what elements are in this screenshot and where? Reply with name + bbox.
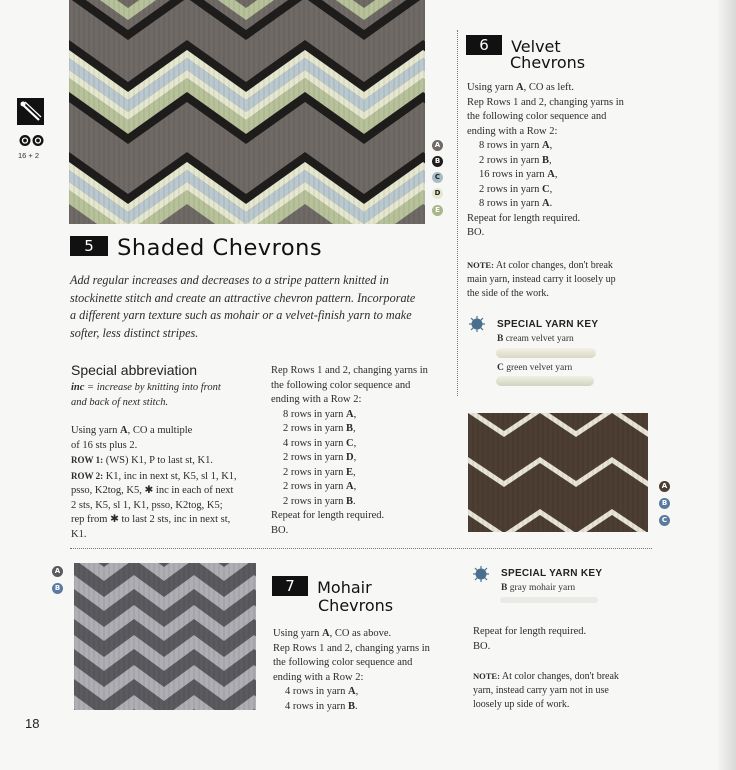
text: the following color sequence and bbox=[271, 379, 411, 391]
yarn: C bbox=[542, 183, 550, 195]
section7-title-2: Chevrons bbox=[318, 596, 394, 615]
text: , CO as above. bbox=[329, 628, 392, 639]
text: Rep Rows 1 and 2, changing yarns in bbox=[271, 365, 428, 376]
rows: 8 rows in yarn bbox=[479, 198, 542, 209]
section5-instructions bbox=[71, 424, 237, 542]
rows: 16 rows in yarn bbox=[479, 169, 548, 180]
yarn: A bbox=[547, 169, 555, 180]
note-label: NOTE: bbox=[467, 260, 494, 270]
section7-heading bbox=[272, 576, 372, 597]
section6-instructions bbox=[467, 81, 624, 241]
rows: 4 rows in yarn bbox=[285, 700, 348, 712]
yarn: E bbox=[346, 466, 354, 478]
mohair-chevrons-swatch bbox=[74, 563, 256, 710]
bind-off-text: BO. bbox=[473, 640, 491, 652]
text: , CO as left. bbox=[523, 82, 575, 93]
yarn-badge-a: A bbox=[52, 566, 63, 577]
bind-off-text: BO. bbox=[271, 524, 289, 536]
yarn-letter: B bbox=[501, 583, 508, 593]
yarn-badge-c: C bbox=[659, 515, 670, 526]
repeat-text: Repeat for length required. bbox=[271, 510, 385, 521]
note-text: the side of the work. bbox=[467, 288, 549, 299]
note-label: NOTE: bbox=[473, 671, 500, 681]
sequence-item: 4 rows in yarn B. bbox=[285, 700, 358, 712]
yarn-name: green velvet yarn bbox=[503, 363, 573, 373]
row-text: (WS) K1, P to last st, K1. bbox=[103, 455, 213, 466]
row-label: ROW 1: bbox=[71, 455, 104, 465]
sequence-item: 2 rows in yarn E, bbox=[283, 466, 356, 478]
rows: 4 rows in yarn bbox=[283, 437, 346, 449]
page-number: 18 bbox=[25, 716, 40, 731]
gray-mohair-yarn-sample bbox=[500, 597, 598, 603]
yarn-badge-e: E bbox=[432, 205, 443, 216]
abbrev-term: inc bbox=[71, 382, 85, 393]
rows: 8 rows in yarn bbox=[479, 140, 542, 151]
sequence-item: 4 rows in yarn C, bbox=[283, 437, 357, 449]
text: ending with a Row 2: bbox=[271, 394, 362, 405]
yarn-badge-d: D bbox=[432, 188, 443, 199]
sequence-item: 16 rows in yarn A, bbox=[479, 169, 558, 180]
yarn-key-item bbox=[497, 334, 574, 344]
section6-title-2: Chevrons bbox=[510, 53, 586, 72]
yarn: A bbox=[542, 140, 550, 151]
section6-yarn-key-title: SPECIAL YARN KEY bbox=[497, 319, 599, 330]
section5-intro bbox=[70, 272, 415, 342]
shaded-chevrons-swatch bbox=[69, 0, 425, 224]
yarn: A bbox=[348, 686, 356, 697]
intro-line: stockinette stitch and create an attractive chevron pattern. Incorporate bbox=[70, 290, 416, 305]
yarn-badge-c: C bbox=[432, 172, 443, 183]
yarn-key-item bbox=[497, 363, 572, 373]
text: Using yarn bbox=[71, 425, 120, 436]
note-text: loosely up side of work. bbox=[473, 699, 570, 710]
note-text: main yarn, instead carry it loosely up bbox=[467, 274, 616, 285]
column-divider bbox=[457, 30, 458, 396]
velvet-chevrons-swatch bbox=[468, 413, 648, 532]
yarn: B bbox=[348, 700, 356, 712]
rows: 2 rows in yarn bbox=[283, 423, 346, 434]
rows: 2 rows in yarn bbox=[283, 481, 346, 492]
section6-number: 6 bbox=[466, 35, 502, 55]
stitch-count: 16 + 2 bbox=[18, 151, 40, 160]
abbrev-def: = increase by knitting into front bbox=[84, 382, 221, 393]
section5-title: Shaded Chevrons bbox=[117, 235, 323, 261]
note-text: At color changes, don't break bbox=[493, 260, 613, 271]
rows: 2 rows in yarn bbox=[283, 452, 346, 463]
yarn: A bbox=[346, 408, 354, 420]
rows: 2 rows in yarn bbox=[283, 495, 346, 507]
section6-note bbox=[467, 258, 616, 301]
text: Using yarn bbox=[467, 82, 516, 93]
cream-velvet-yarn-sample bbox=[496, 348, 596, 358]
text: Rep Rows 1 and 2, changing yarns in bbox=[467, 96, 624, 108]
section6-title-1: Velvet bbox=[511, 37, 561, 56]
section7-instructions bbox=[273, 627, 430, 714]
yarn-key-item bbox=[501, 583, 575, 593]
repeat-text: Repeat for length required. bbox=[473, 626, 587, 637]
text: ending with a Row 2: bbox=[467, 125, 558, 137]
sequence-item: 8 rows in yarn A. bbox=[479, 198, 553, 209]
sequence-item: 8 rows in yarn A, bbox=[283, 408, 357, 420]
text: the following color sequence and bbox=[467, 111, 607, 122]
section5-number: 5 bbox=[70, 236, 108, 256]
rows: 2 rows in yarn bbox=[479, 154, 542, 166]
rows: 4 rows in yarn bbox=[285, 686, 348, 697]
yarn: A bbox=[542, 198, 550, 209]
sequence-item: 2 rows in yarn A, bbox=[283, 481, 357, 492]
special-abbreviation-heading: Special abbreviation bbox=[71, 362, 198, 378]
text: , CO a multiple bbox=[127, 425, 193, 436]
text: ending with a Row 2: bbox=[273, 671, 364, 683]
needles-icon bbox=[17, 98, 44, 125]
yarn-badge-b: B bbox=[52, 583, 63, 594]
yarn: D bbox=[346, 452, 354, 463]
repeat-text: Repeat for length required. bbox=[467, 212, 581, 224]
yarn-name: gray mohair yarn bbox=[507, 583, 576, 593]
rows: 8 rows in yarn bbox=[283, 408, 346, 420]
sequence-item: 2 rows in yarn D, bbox=[283, 452, 357, 463]
yarn-key-burst-icon bbox=[473, 566, 489, 582]
intro-line: a different yarn texture such as mohair or a velvet-finish yarn to make bbox=[70, 308, 412, 322]
yarn-letter: B bbox=[497, 334, 504, 344]
yarn-badge-a: A bbox=[432, 140, 443, 151]
text: the following color sequence and bbox=[273, 657, 413, 668]
note-text: yarn, instead carry yarn not in use bbox=[473, 685, 609, 696]
yarn: A bbox=[346, 481, 354, 492]
yarn-badge-a: A bbox=[659, 481, 670, 492]
page-edge bbox=[718, 0, 736, 770]
rows: 2 rows in yarn bbox=[479, 183, 542, 195]
section7-number: 7 bbox=[272, 576, 308, 596]
special-abbreviation-text bbox=[71, 381, 221, 410]
note-text: At color changes, don't break bbox=[499, 671, 619, 682]
intro-line: softer, less distinct stripes. bbox=[70, 325, 199, 340]
yarn: C bbox=[346, 437, 354, 449]
yarn-key-burst-icon bbox=[469, 316, 485, 332]
yarn-letter: A bbox=[120, 425, 128, 436]
text: Using yarn bbox=[273, 628, 322, 639]
row-text: K1, inc in next st, K5, sl 1, K1, bbox=[103, 470, 237, 482]
text: Rep Rows 1 and 2, changing yarns in bbox=[273, 642, 430, 654]
yarn: B bbox=[542, 154, 550, 166]
yarn-letter: A bbox=[516, 82, 524, 93]
yarn-letter: A bbox=[322, 628, 330, 639]
row-label: ROW 2: bbox=[71, 470, 104, 481]
section-divider bbox=[70, 548, 652, 549]
yarn-letter: C bbox=[497, 363, 504, 373]
skill-level-icon bbox=[19, 134, 45, 152]
sequence-item: 2 rows in yarn B, bbox=[283, 423, 356, 434]
intro-line: Add regular increases and decreases to a stripe pattern knitted in bbox=[70, 273, 389, 287]
row-text: psso, K2tog, K5, ✱ inc in each of next bbox=[71, 485, 234, 496]
sequence-item: 2 rows in yarn B, bbox=[479, 154, 552, 166]
green-velvet-yarn-sample bbox=[496, 376, 594, 386]
section7-yarn-key-title: SPECIAL YARN KEY bbox=[501, 568, 603, 579]
sequence-item: 2 rows in yarn B. bbox=[283, 495, 356, 507]
yarn-badge-b: B bbox=[659, 498, 670, 509]
row-text: K1. bbox=[71, 528, 87, 540]
text: of 16 sts plus 2. bbox=[71, 439, 138, 451]
section7-finish bbox=[473, 625, 586, 654]
abbrev-def-cont: and back of next stitch. bbox=[71, 396, 169, 408]
sequence-item: 8 rows in yarn A, bbox=[479, 140, 553, 151]
row-text: rep from ✱ to last 2 sts, inc in next st, bbox=[71, 514, 231, 525]
section7-note bbox=[473, 669, 619, 712]
yarn: B bbox=[346, 423, 354, 434]
sequence-item: 2 rows in yarn C, bbox=[479, 183, 553, 195]
yarn: B bbox=[346, 495, 354, 507]
bind-off-text: BO. bbox=[467, 227, 485, 238]
section5-heading bbox=[70, 235, 322, 261]
section5-color-sequence bbox=[271, 364, 428, 538]
rows: 2 rows in yarn bbox=[283, 466, 346, 478]
sequence-item: 4 rows in yarn A, bbox=[285, 686, 359, 697]
row-text: 2 sts, K5, sl 1, K1, psso, K2tog, K5; bbox=[71, 499, 223, 511]
section7-title-1: Mohair bbox=[317, 578, 372, 597]
yarn-name: cream velvet yarn bbox=[503, 334, 574, 344]
yarn-badge-b: B bbox=[432, 156, 443, 167]
